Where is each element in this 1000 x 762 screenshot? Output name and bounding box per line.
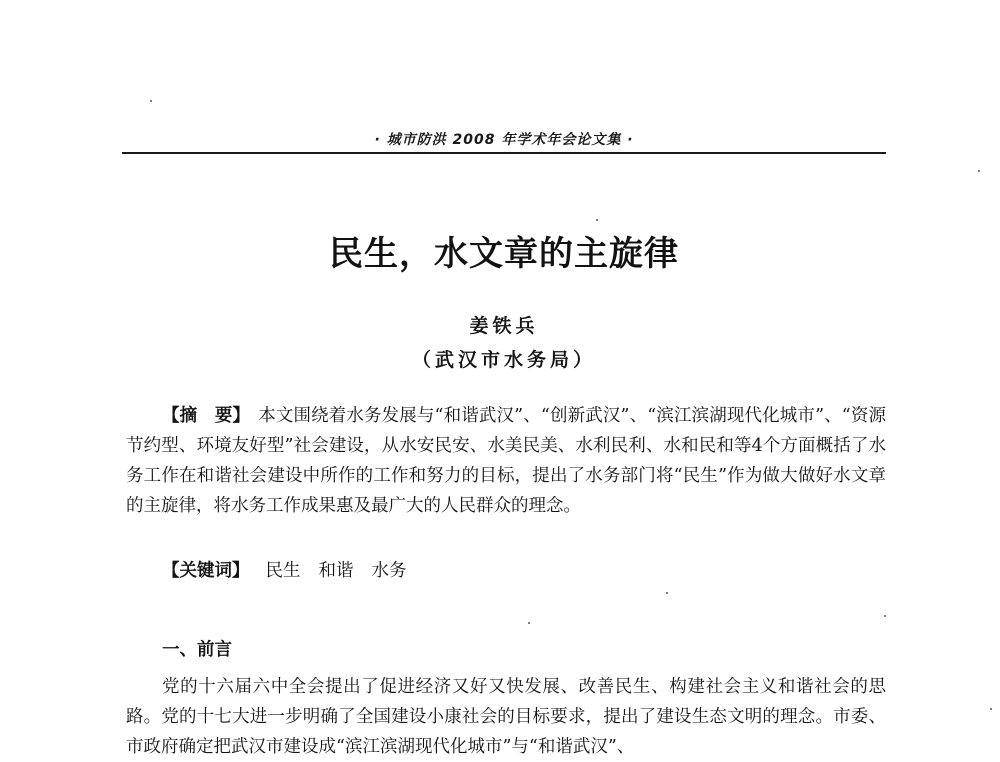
- paper-title: 民生，水文章的主旋律: [329, 234, 679, 274]
- scan-speck: [884, 615, 886, 617]
- keyword-item: 民生: [265, 561, 301, 581]
- author-name: 姜铁兵: [469, 315, 539, 337]
- scan-speck: [666, 592, 668, 594]
- scan-speck: [528, 622, 530, 624]
- scan-speck: [150, 100, 152, 102]
- keyword-item: 和谐: [318, 561, 354, 581]
- keywords-label: 【关键词】: [162, 561, 250, 581]
- body-paragraph: 党的十六届六中全会提出了促进经济又好又快发展、改善民生、构建社会主义和谐社会的思路。党的十七大进一步明确了全国建设小康社会的目标要求，提出了建设生态文明的理念。市委、市政府确定把武汉市建设成“滨江滨湖现代化城市”与“和谐武汉”、: [126, 677, 886, 757]
- abstract-label: 【摘 要】: [162, 406, 251, 426]
- author-affiliation: （武汉市水务局）: [411, 349, 596, 371]
- scan-speck: [978, 170, 980, 172]
- abstract-text: 本文围绕着水务发展与“和谐武汉”、“创新武汉”、“滨江滨湖现代化城市”、“资源节约型、环境友好型”社会建设，从水安民安、水美民美、水利民利、水和民和等4个方面概括了水务工作在和谐社会建设中所作的工作和努力的目标，提出了水务部门将“民生”作为做大做好水文章的主旋律，将水务工作成果惠及最广大的人民群众的理念。: [126, 406, 887, 516]
- keywords-line: [162, 556, 407, 586]
- keyword-item: 水务: [371, 561, 407, 581]
- scan-speck: [596, 219, 598, 221]
- scan-speck: [990, 708, 992, 710]
- running-header: · 城市防洪 2008 年学术年会论文集 ·: [374, 132, 634, 148]
- section-heading: 一、前言: [162, 640, 232, 660]
- abstract-paragraph: [126, 401, 886, 521]
- header-rule: [122, 152, 886, 154]
